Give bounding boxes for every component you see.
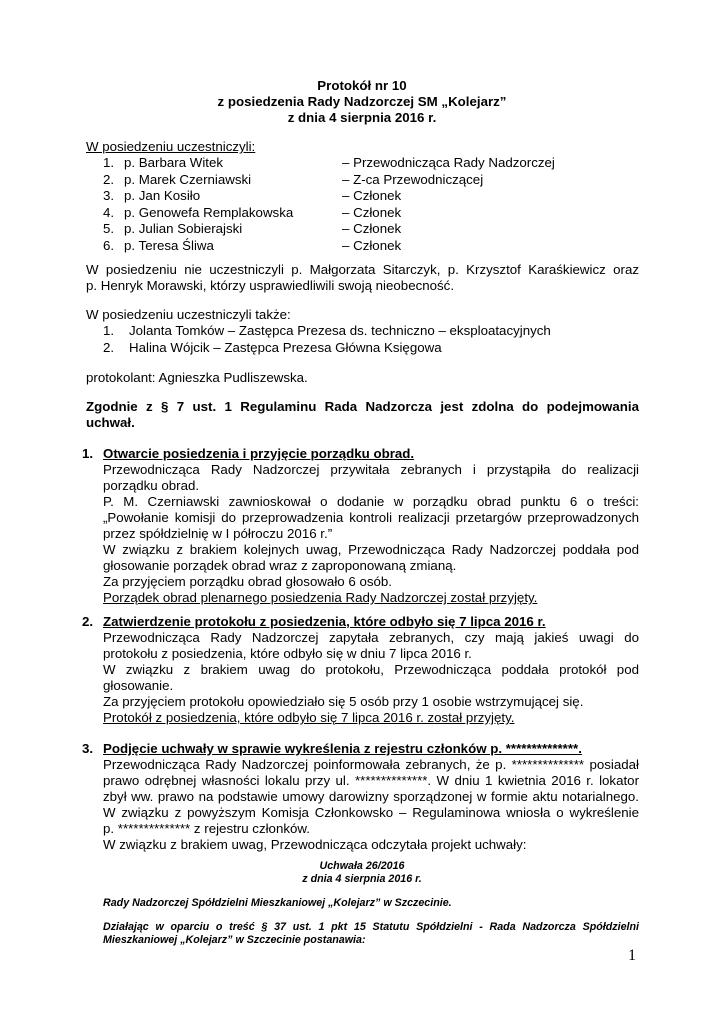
- section-line: W związku z powyższym Komisja Członkowsko – Regulaminowa wniosła o wykreślenie: [103, 805, 639, 820]
- section-line: W związku z brakiem uwag, Przewodnicząca odczytała projekt uchwały:: [103, 837, 527, 852]
- section-line: głosowanie porządek obrad wraz z zaproponowaną zmianą.: [103, 558, 457, 573]
- section-conclusion: Porządek obrad plenarnego posiedzenia Rady Nadzorczej został przyjęty.: [103, 590, 538, 605]
- absent-line: p. Henryk Morawski, którzy usprawiedliwili swoją nieobecność.: [86, 278, 455, 293]
- attendee-number: 5.: [103, 221, 115, 237]
- section-title: Otwarcie posiedzenia i przyjęcie porządku obrad.: [103, 446, 415, 461]
- attendee-name: p. Jan Kosiło: [124, 188, 201, 204]
- section-line: przez spółdzielnię w I półroczu 2016 r.”: [103, 526, 333, 541]
- attendee-role: – Członek: [342, 204, 402, 220]
- quorum-line: uchwał.: [86, 415, 135, 430]
- attendee-name: p. Teresa Śliwa: [124, 238, 214, 253]
- section-title: Podjęcie uchwały w sprawie wykreślenia z rejestru członków p. **************.: [103, 741, 582, 756]
- also-present-item: Jolanta Tomków – Zastępca Prezesa ds. techniczno – eksploatacyjnych: [129, 323, 551, 338]
- attendee-role: – Członek: [342, 238, 402, 253]
- quorum-line: Zgodnie z § 7 ust. 1 Regulaminu Rada Nadzorcza jest zdolna do podejmowania: [86, 399, 639, 414]
- attendee-role: – Członek: [342, 188, 402, 204]
- quorum-paragraph: [86, 399, 639, 431]
- section-line: W związku z brakiem kolejnych uwag, Przewodnicząca Rady Nadzorczej poddała pod: [103, 542, 639, 557]
- section-title: Zatwierdzenie protokołu z posiedzenia, które odbyło się 7 lipca 2016 r.: [103, 614, 546, 629]
- also-present-number: 1.: [103, 323, 115, 338]
- section-conclusion: Protokół z posiedzenia, które odbyło się 7 lipca 2016 r. został przyjęty.: [103, 710, 515, 725]
- also-present-item: Halina Wójcik – Zastępca Prezesa Główna Księgowa: [129, 340, 442, 355]
- attendee-name: p. Barbara Witek: [124, 155, 224, 170]
- also-present-heading: W posiedzeniu uczestniczyli także:: [86, 307, 291, 322]
- resolution-council: Rady Nadzorczej Spółdzielni Mieszkaniowej „Kolejarz” w Szczecinie.: [103, 897, 452, 909]
- section-body: [103, 741, 639, 853]
- attendee-number: 4.: [103, 204, 115, 220]
- section-line: Za przyjęciem porządku obrad głosowało 6 osób.: [103, 574, 392, 589]
- attendee-name: p. Genowefa Remplakowska: [124, 204, 294, 220]
- protocol-date: z dnia 4 sierpnia 2016 r.: [287, 110, 437, 125]
- section-line: Przewodnicząca Rady Nadzorczej poinformowała zebranych, że p. ************** posiadał: [103, 757, 639, 772]
- recorder: protokolant: Agnieszka Pudliszewska.: [86, 370, 308, 385]
- section-line: protokołu z posiedzenia, które odbyło się w dniu 7 lipca 2016 r.: [103, 646, 472, 661]
- attendee-name: p. Marek Czerniawski: [124, 171, 252, 187]
- section-line: P. M. Czerniawski zawnioskował o dodanie w porządku obrad punktu 6 o treści:: [103, 494, 639, 509]
- resolution-date: z dnia 4 sierpnia 2016 r.: [302, 873, 422, 885]
- protocol-subtitle: z posiedzenia Rady Nadzorczej SM „Kolejarz”: [217, 94, 507, 109]
- section-number: 2.: [82, 614, 94, 629]
- also-present-number: 2.: [103, 340, 115, 355]
- protocol-title: Protokół nr 10: [317, 78, 407, 93]
- absent-paragraph: [86, 262, 639, 294]
- section-number: 3.: [82, 741, 94, 756]
- resolution-basis: [103, 921, 639, 947]
- section-line: p. ************** z rejestru członków.: [103, 821, 310, 836]
- section-line: W związku z brakiem uwag do protokołu, Przewodnicząca poddała protokół pod: [103, 662, 639, 677]
- resolution-title: Uchwała 26/2016: [319, 860, 405, 872]
- section-line: prawo odrębnej własności lokalu przy ul. **************. W dniu 1 kwietnia 2016 r. lokator: [103, 773, 639, 788]
- resolution-basis-line: Działając w oparciu o treść § 37 ust. 1 pkt 15 Statutu Spółdzielni - Rada Nadzorcza Spółdzielni: [103, 921, 639, 933]
- attendees-heading: W posiedzeniu uczestniczyli:: [86, 139, 256, 154]
- section-number: 1.: [82, 446, 94, 461]
- attendee-number: 1.: [103, 155, 115, 170]
- attendee-name: p. Julian Sobierajski: [124, 221, 243, 237]
- attendee-number: 2.: [103, 171, 115, 187]
- section-line: Przewodnicząca Rady Nadzorczej przywitała zebranych i przystąpiła do realizacji: [103, 462, 639, 477]
- attendee-number: 6.: [103, 238, 115, 253]
- section-line: głosowanie.: [103, 678, 174, 693]
- attendee-role: – Członek: [342, 221, 402, 237]
- section-line: zbył ww. prawo na podstawie umowy darowizny sporządzonej w formie aktu notarialnego.: [103, 789, 639, 804]
- section-line: porządku obrad.: [103, 478, 200, 493]
- attendee-number: 3.: [103, 188, 115, 204]
- section-line: Za przyjęciem protokołu opowiedziało się 5 osób przy 1 osobie wstrzymującej się.: [103, 694, 584, 709]
- section-line: Przewodnicząca Rady Nadzorczej zapytała zebranych, czy mają jakieś uwagi do: [103, 630, 639, 645]
- absent-line: W posiedzeniu nie uczestniczyli p. Małgorzata Sitarczyk, p. Krzysztof Karaśkiewicz oraz: [86, 262, 639, 277]
- attendee-role: – Przewodnicząca Rady Nadzorczej: [342, 155, 555, 170]
- page-number: 1: [628, 947, 636, 964]
- section-line: „Powołanie komisji do przeprowadzenia kontroli realizacji przetargów przeprowadzonych: [103, 510, 639, 525]
- attendee-role: – Z-ca Przewodniczącej: [342, 171, 484, 187]
- resolution-basis-line: Mieszkaniowej „Kolejarz” w Szczecinie postanawia:: [103, 934, 366, 946]
- section-body: [103, 614, 639, 726]
- section-body: [103, 446, 639, 606]
